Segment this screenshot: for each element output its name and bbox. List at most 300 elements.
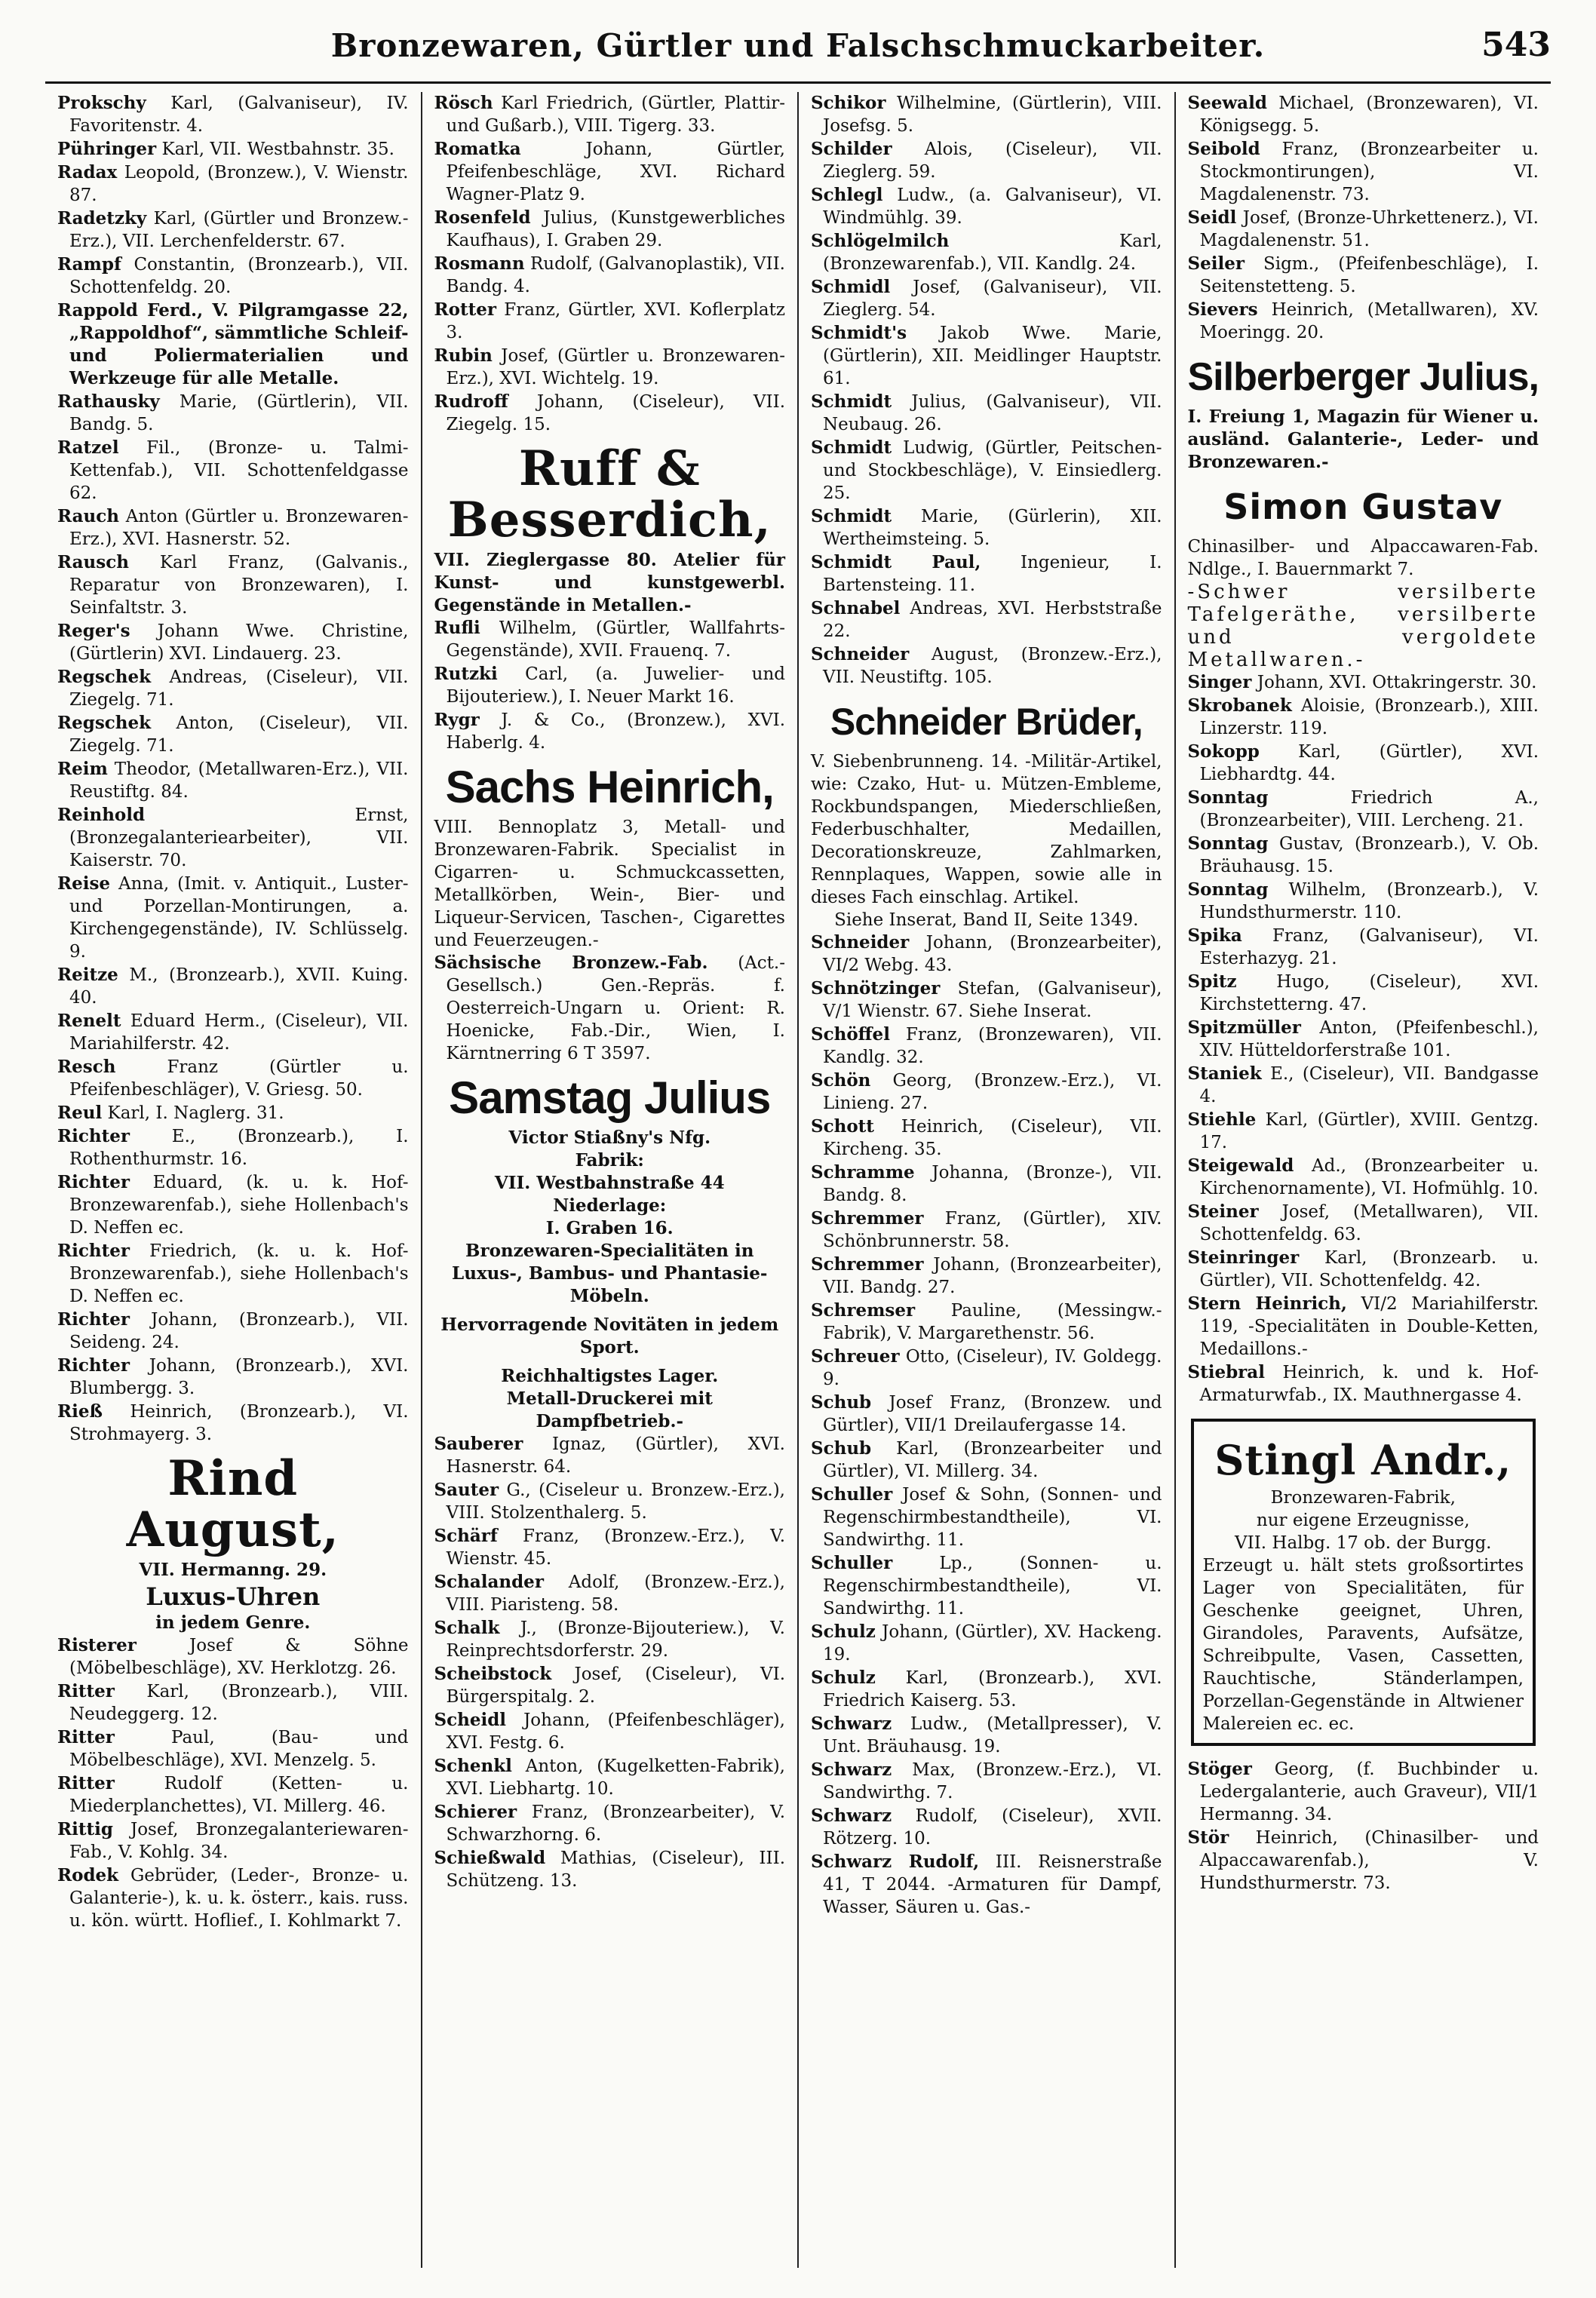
entry-name: Schwarz [811,1760,892,1780]
entry-name: Sonntag [1187,787,1269,808]
directory-entry [1188,1247,1539,1292]
ad-line: Niederlage: [553,1195,667,1216]
directory-entry [57,804,409,872]
entry-name: Schulz [811,1668,876,1688]
entry-details: Theodor, (Metallwaren-Erz.), VII. Reustiftg. 84. [69,759,409,802]
entry-name: Rathausky [57,391,160,412]
entry-name: Regschek [57,667,152,687]
ad-stingl [1191,1419,1536,1746]
entry-details: Heinrich, (Chinasilber- und Alpaccawarenfab.), V. Hundsthurmerstr. 73. [1199,1828,1539,1893]
entry-name: Sächsische Bronzew.-Fab. [434,953,708,973]
entry-details: Karl, (Gürtler und Bronzew.-Erz.), VII. Lerchenfelderstr. 67. [69,209,409,251]
entry-name: Reul [57,1103,103,1123]
directory-entry [434,1617,786,1662]
directory-entry [1188,253,1539,298]
entry-name: Rufli [434,618,480,638]
directory-entry [434,617,786,662]
entry-name: Schikor [811,93,886,113]
entry-details: Josef, (Ciseleur), VI. Bürgerspitalg. 2. [446,1664,786,1707]
entry-name: Rittig [57,1819,113,1839]
entry-details: Anton (Gürtler u. Bronzewaren-Erz.), XVI. Hasnerstr. 52. [69,507,409,549]
directory-entry [57,391,409,436]
directory-entry [811,1161,1162,1207]
entry-details: Wilhelmine, (Gürtlerin), VIII. Josefsg. 5. [823,94,1162,136]
entry-name: Renelt [57,1011,121,1031]
entry-details: Heinrich, (Bronzearb.), VI. Strohmayerg. 3. [69,1402,409,1444]
directory-entry [811,551,1162,597]
entry-name: Steinringer [1187,1247,1300,1268]
ad-name: Simon Gustav [1223,486,1503,527]
entry-name: Schenkl [434,1756,512,1776]
ad-line: -Schwer versilberte Tafelgeräthe, versilberte und vergoldete Metallwaren.- [1187,581,1539,671]
entry-details: Johann Wwe. Christine, (Gürtlerin) XVI. Lindauerg. 23. [69,621,409,664]
directory-entry [57,207,409,253]
directory-entry [811,1851,1162,1919]
directory-entry [1188,741,1539,786]
entry-details: Johann, (Bronzearb.), XVI. Blumbergg. 3. [69,1356,409,1398]
entry-name: Scheibstock [434,1664,552,1684]
entry-details: Karl, (Bronzewarenfab.), VII. Kandlg. 24. [823,232,1162,274]
entry-name: Ritter [57,1773,115,1793]
entry-details: Johann, (Bronzearb.), VII. Seideng. 24. [69,1310,409,1352]
entry-details: Paul, (Bau- und Möbelbeschläge), XVI. Menzelg. 5. [69,1728,409,1770]
entry-details: Johanna, (Bronze-), VII. Bandg. 8. [823,1163,1162,1205]
directory-entry [434,299,786,344]
directory-entry [57,253,409,299]
entry-details: Franz, (Gürtler), XIV. Schönbrunnerstr. 58. [823,1209,1162,1251]
entry-name: Steiner [1187,1201,1259,1222]
entry-name: Rygr [434,710,480,730]
directory-entry [1188,1361,1539,1407]
ad-line: Siehe Inserat, Band II, Seite 1349. [834,910,1139,930]
directory-entry [811,1713,1162,1758]
directory-entry [434,1525,786,1570]
entry-details: J. & Co., (Bronzew.), XVI. Haberlg. 4. [446,710,786,753]
ad-line: nur eigene Erzeugnisse, [1256,1511,1470,1530]
entry-details: Franz, (Bronzearbeiter u. Stockmontirungen), VI. Magdalenenstr. 73. [1199,140,1539,204]
directory-entry [811,1667,1162,1712]
column-2 [422,92,800,2268]
entry-name: Schnötzinger [811,978,941,999]
entry-name: Sauter [434,1480,499,1500]
ad-name: Stingl Andr., [1214,1436,1512,1484]
entry-details: Franz, Gürtler, XVI. Koflerplatz 3. [446,300,785,342]
directory-entry [1188,879,1539,924]
directory-entry [57,1680,409,1726]
entry-details: Josef, (Metallwaren), VII. Schottenfeldg. 63. [1199,1202,1539,1244]
entry-name: Risterer [57,1635,137,1655]
directory-entry [1188,1155,1539,1200]
entry-details: Ignaz, (Gürtler), XVI. Hasnerstr. 64. [446,1434,785,1477]
directory-entry [57,758,409,803]
entry-details: Jakob Wwe. Marie, (Gürtlerin), XII. Meidlinger Hauptstr. 61. [823,324,1162,388]
entry-details: Eduard, (k. u. k. Hof-Bronzewarenfab.), siehe Hollenbach's D. Neffen ec. [69,1173,409,1238]
entry-details: Fil., (Bronze- u. Talmi-Kettenfab.), VII. Schottenfeldgasse 62. [69,438,409,503]
entry-name: Schuller [811,1553,893,1573]
ad-line: Chinasilber- und Alpaccawaren-Fab. Ndlge., I. Bauernmarkt 7. [1187,537,1539,579]
entry-details: Karl Franz, (Galvanis., Reparatur von Bronzewaren), I. Seinfaltstr. 3. [69,553,409,618]
directory-entry [57,551,409,619]
entry-name: Schön [811,1070,871,1091]
entry-name: Sokopp [1187,741,1260,762]
entry-details: Franz, (Galvaniseur), VI. Esterhazyg. 21. [1199,926,1539,968]
directory-entry [1188,787,1539,832]
entry-details: Julius, (Kunstgewerbliches Kaufhaus), I. Graben 29. [446,208,785,250]
entry-details: Karl, (Bronzearbeiter und Gürtler), VI. Millerg. 34. [823,1439,1162,1481]
directory-entry [57,1634,409,1680]
directory-entry [1188,207,1539,252]
entry-details: Anna, (Imit. v. Antiquit., Luster- und Porzellan-Montirungen, a. Kirchengegenstände), IV. Schlüsselg. 9. [69,874,409,962]
directory-entry [434,391,786,436]
entry-name: Steigewald [1187,1155,1294,1176]
entry-details: Karl, (Bronzearb.), VIII. Neudeggerg. 12. [69,1682,409,1724]
entry-details: Franz (Gürtler u. Pfeifenbeschläger), V. Griesg. 50. [69,1057,409,1100]
entry-details: Ernst, (Bronzegalanteriearbeiter), VII. Kaiserstr. 70. [69,805,409,870]
directory-entry [57,92,409,137]
entry-name: Schilder [811,139,892,159]
directory-entry [434,1755,786,1800]
entry-name: Schneider [811,644,910,664]
directory-entry [1188,1293,1539,1361]
directory-entry [811,276,1162,321]
directory-entry [811,1437,1162,1483]
entry-name: Schalander [434,1572,544,1592]
entry-name: Richter [57,1309,130,1330]
directory-entry [57,505,409,551]
ad-line: VII. Zieglergasse 80. Atelier für Kunst- und kunstgewerbl. Gegenstände in Metallen.- [434,550,785,615]
page-header [45,21,1551,84]
directory-entry [434,1663,786,1708]
entry-name: Schwarz Rudolf, [811,1852,980,1872]
entry-name: Sonntag [1187,879,1269,900]
directory-entry [811,505,1162,551]
entry-name: Rieß [57,1401,103,1422]
entry-details: (Act.-Gesellsch.) Gen.-Repräs. f. Oesterreich-Ungarn u. Orient: R. Hoenicke, Fab.-Dir., Wien, I. Kärntnerring 6 T 3597. [446,953,785,1063]
entry-details: E., (Ciseleur), VII. Bandgasse 4. [1199,1064,1539,1106]
ad-line: VII. Westbahnstraße 44 [494,1173,725,1193]
entry-name: Pühringer [57,139,157,159]
entry-details: VI/2 Mariahilferstr. 119, -Specialitäten in Double-Ketten, Medaillons.- [1199,1294,1539,1359]
entry-name: Schneider [811,932,910,953]
entry-details: Ludw., (a. Galvaniseur), VI. Windmühlg. 39. [823,186,1162,228]
entry-name: Rotter [434,299,496,320]
entry-name: Seewald [1187,93,1267,113]
ad-line: Reichhaltigstes Lager. [501,1366,719,1386]
entry-name: Skrobanek [1187,695,1292,716]
entry-name: Rosenfeld [434,207,531,228]
entry-name: Romatka [434,139,521,159]
entry-name: Sievers [1187,299,1258,320]
entry-details: Wilhelm, (Bronzearb.), V. Hundsthurmerstr. 110. [1199,880,1539,922]
entry-details: Constantin, (Bronzearb.), VII. Schottenfeldg. 20. [69,255,409,297]
ad-line: Fabrik: [575,1150,644,1170]
column-1 [45,92,422,2268]
entry-details: Karl Friedrich, (Gürtler, Plattir- und Gußarb.), VIII. Tigerg. 33. [446,94,785,136]
entry-name: Schmidt [811,391,892,412]
entry-details: Otto, (Ciseleur), IV. Goldegg. 9. [823,1347,1162,1389]
entry-details: Karl, (Galvaniseur), IV. Favoritenstr. 4. [69,94,409,136]
directory-entry [434,1479,786,1524]
entry-details: Ingenieur, I. Bartensteing. 11. [823,553,1162,595]
directory-entry [57,666,409,711]
entry-name: Rampf [57,254,121,275]
directory-entry [57,1726,409,1772]
column-4 [1176,92,1551,2268]
entry-details: G., (Ciseleur u. Bronzew.-Erz.), VIII. Stolzenthalerg. 5. [446,1480,785,1523]
ad-line: VII. Hermanng. 29. [139,1560,327,1580]
page-title: Bronzewaren, Gürtler und Falschschmuckarbeiter. [330,27,1266,64]
entry-name: Schmidt [811,506,892,526]
directory-entry [1188,833,1539,878]
entry-name: Sonntag [1187,833,1269,854]
directory-entry [811,1483,1162,1551]
entry-name: Schremser [811,1300,916,1321]
entry-details: Karl, VII. Westbahnstr. 35. [161,140,394,159]
entry-name: Stöger [1187,1759,1252,1779]
directory-entry [1188,1017,1539,1062]
entry-details: Mathias, (Ciseleur), III. Schützeng. 13. [446,1849,786,1891]
entry-details: Rudolf, (Ciseleur), XVII. Rötzerg. 10. [823,1806,1162,1849]
column-3 [799,92,1176,2268]
entry-name: Scheidl [434,1710,507,1730]
entry-name: Spitz [1187,971,1237,992]
entry-details: Josef, (Galvaniseur), VII. Zieglerg. 54. [823,278,1162,320]
directory-entry [811,1805,1162,1850]
entry-details: Julius, (Galvaniseur), VII. Neubaug. 26. [823,392,1162,434]
entry-name: Reim [57,759,108,779]
directory-entry [811,931,1162,977]
entry-name: Rappold Ferd., V. Pilgramgasse 22, „Rappoldhof“, sämmtliche Schleif- und Poliermaterialien und Werkzeuge für alle Metalle. [57,300,409,388]
directory-entry [57,1309,409,1354]
entry-details: Andreas, XVI. Herbststraße 22. [823,599,1162,641]
entry-details: Wilhelm, (Gürtler, Wallfahrts-Gegenstände), XVII. Frauenq. 7. [446,618,786,661]
directory-entry [811,1069,1162,1115]
entry-details: Aloisie, (Bronzearb.), XIII. Linzerstr. 119. [1199,696,1539,738]
entry-details: Heinrich, k. und k. Hof-Armaturwfab., IX. Mauthnergasse 4. [1199,1363,1539,1405]
entry-details: Karl, (Bronzearb. u. Gürtler), VII. Schottenfeldg. 42. [1199,1248,1539,1290]
entry-name: Seiler [1187,253,1245,274]
entry-name: Schwarz [811,1714,892,1734]
columns [45,92,1551,2268]
entry-name: Reitze [57,965,118,985]
entry-name: Schremmer [811,1208,924,1229]
directory-entry [434,1709,786,1754]
directory-entry [434,92,786,137]
entry-name: Ritter [57,1727,115,1747]
entry-details: Heinrich, (Metallwaren), XV. Moeringg. 20. [1199,300,1539,342]
directory-entry [57,1240,409,1308]
entry-details: Friedrich A., (Bronzearbeiter), VIII. Lercheng. 21. [1199,788,1539,830]
entry-name: Schöffel [811,1024,890,1045]
directory-entry [1188,925,1539,970]
entry-name: Ratzel [57,437,119,458]
directory-entry [434,253,786,298]
directory-entry [1188,1109,1539,1154]
ad-line: Bronzewaren-Specialitäten in Luxus-, Bambus- und Phantasie-Möbeln. [452,1241,768,1306]
directory-entry [57,1102,409,1124]
entry-name: Seibold [1187,139,1260,159]
entry-details: Johann, XVI. Ottakringerstr. 30. [1257,673,1537,692]
directory-entry [57,1125,409,1170]
ad-line: in jedem Genre. [155,1612,311,1633]
entry-name: Schulz [811,1621,876,1642]
entry-name: Schierer [434,1802,517,1822]
entry-name: Rauch [57,506,119,526]
entry-name: Rutzki [434,664,498,684]
page-number: 543 [1481,26,1551,64]
directory-entry [811,1207,1162,1253]
directory-entry [811,184,1162,229]
entry-details: Andreas, (Ciseleur), VII. Ziegelg. 71. [69,667,409,710]
directory-entry [811,322,1162,390]
ad-line: Victor Stiaßny's Nfg. [508,1128,711,1148]
entry-details: Max, (Bronzew.-Erz.), VI. Sandwirthg. 7. [823,1760,1162,1803]
entry-name: Rosmann [434,253,525,274]
entry-name: Rösch [434,93,493,113]
entry-name: Reinhold [57,805,146,825]
directory-entry [57,873,409,963]
entry-details: Marie, (Gürtlerin), VII. Bandg. 5. [69,392,409,434]
ad-name: Silberberger Julius, [1187,355,1539,399]
entry-name: Spika [1187,925,1242,946]
directory-entry [1188,1063,1539,1108]
entry-details: Karl, (Gürtler), XVI. Liebhardtg. 44. [1199,742,1539,784]
directory-entry [1188,971,1539,1016]
entry-details: Hugo, (Ciseleur), XVI. Kirchstetterng. 47. [1199,972,1539,1014]
directory-entry [434,345,786,390]
directory-entry [57,1818,409,1864]
entry-name: Schnabel [811,598,901,618]
entry-name: Schub [811,1438,872,1459]
entry-name: Regschek [57,713,152,733]
directory-entry [811,1391,1162,1437]
entry-name: Schmidt's [811,323,907,343]
entry-name: Schlögelmilch [811,231,950,251]
entry-details: J., (Bronze-Bijouteriew.), V. Reinprechtsdorferstr. 29. [446,1618,785,1661]
entry-name: Rodek [57,1865,119,1885]
entry-details: Gustav, (Bronzearb.), V. Ob. Bräuhausg. 15. [1199,834,1539,876]
directory-entry [57,1772,409,1818]
entry-name: Schlegl [811,185,883,205]
entry-name: Resch [57,1057,116,1077]
entry-name: Richter [57,1355,130,1376]
directory-entry [57,964,409,1009]
entry-details: Pauline, (Messingw.-Fabrik), V. Margarethenstr. 56. [823,1301,1162,1343]
entry-name: Reger's [57,621,130,641]
entry-details: Franz, (Bronzewaren), VII. Kandlg. 32. [823,1025,1162,1067]
entry-details: Johann, (Bronzearbeiter), VII. Bandg. 27. [823,1255,1162,1297]
directory-entry [811,1759,1162,1804]
entry-name: Richter [57,1172,130,1192]
ad-rind [57,1450,409,1634]
entry-details: Anton, (Kugelketten-Fabrik), XVI. Liebhartg. 10. [446,1756,785,1799]
directory-entry [811,597,1162,643]
entry-details: Marie, (Gürlerin), XII. Wertheimsteing. 5. [823,507,1162,549]
entry-details: Franz, (Bronzew.-Erz.), V. Wienstr. 45. [446,1526,786,1569]
entry-details: August, (Bronzew.-Erz.), VII. Neustiftg. 105. [823,645,1162,687]
directory-entry [811,1115,1162,1161]
entry-details: Johann, (Bronzearbeiter), VI/2 Webg. 43. [823,933,1162,975]
directory-entry [57,1864,409,1932]
ad-line: Metall-Druckerei mit Dampfbetrieb.- [506,1388,713,1431]
ad-name: Samstag Julius [449,1072,771,1123]
directory-entry [57,1401,409,1446]
entry-details: Johann, (Pfeifenbeschläger), XVI. Festg. 6. [446,1710,785,1753]
entry-details: Josef Franz, (Bronzew. und Gürtler), VII/1 Dreilaufergasse 14. [823,1393,1162,1435]
directory-entry [811,1023,1162,1069]
entry-details: Adolf, (Bronzew.-Erz.), VIII. Piaristeng. 58. [446,1572,785,1615]
directory-entry [811,1253,1162,1299]
entry-name: Schuller [811,1484,893,1505]
entry-details: Josef & Söhne (Möbelbeschläge), XV. Herklotzg. 26. [69,1636,409,1678]
entry-details: Josef & Sohn, (Sonnen- und Regenschirmbestandtheile), VI. Sandwirthg. 11. [823,1485,1162,1550]
entry-name: Stör [1187,1827,1229,1848]
ad-line: Erzeugt u. hält stets großsortirtes Lager von Specialitäten, für Geschenke geeignet, Uhren, Girandoles, Paravents, Aufsätze, Schreibpulte, Vasen, Cassetten, Rauchtische, Ständerlampen, Porzellan-Gegenstände in Altwiener Malereien ec. ec. [1202,1556,1524,1734]
entry-details: Friedrich, (k. u. k. Hof-Bronzewarenfab.), siehe Hollenbach's D. Neffen ec. [69,1241,409,1306]
entry-details: Ludw., (Metallpresser), V. Unt. Bräuhausg. 19. [823,1714,1162,1756]
directory-entry [434,1433,786,1478]
entry-details: Sigm., (Pfeifenbeschläge), I. Seitenstetteng. 5. [1199,254,1539,296]
entry-name: Schreuer [811,1346,900,1367]
directory-entry [434,1571,786,1616]
entry-name: Schärf [434,1526,498,1546]
directory-entry [57,1056,409,1101]
directory-entry [57,138,409,161]
entry-details: Anton, (Ciseleur), VII. Ziegelg. 71. [69,713,409,756]
directory-entry [434,952,786,1065]
ad-name: Schneider Brüder, [830,701,1143,743]
entry-name: Seidl [1187,207,1237,228]
entry-details: E., (Bronzearb.), I. Rothenthurmstr. 16. [69,1127,409,1169]
directory-entry [811,977,1162,1023]
entry-name: Rubin [434,345,493,366]
entry-name: Schmidt Paul, [811,552,981,572]
directory-entry [434,663,786,708]
entry-name: Ritter [57,1681,115,1701]
directory-entry [811,1621,1162,1666]
directory-entry [811,138,1162,183]
entry-name: Rausch [57,552,129,572]
entry-name: Stiehle [1187,1109,1257,1130]
ad-silberberger [1188,351,1539,474]
directory-entry [1188,138,1539,206]
directory-entry [811,1299,1162,1345]
ad-name: Sachs Heinrich, [445,762,774,812]
ad-name: Rind August, [126,1450,339,1558]
directory-entry [811,391,1162,436]
ad-line: I. Freiung 1, Magazin für Wiener u. ausländ. Galanterie-, Leder- und Bronzewaren.- [1187,407,1539,472]
directory-entry [811,643,1162,689]
ad-line: VIII. Bennoplatz 3, Metall- und Bronzewaren-Fabrik. Specialist in Cigarren- u. Schmuckcassetten, Metallkörben, Wein-, Bier- und Liqueur-Servicen, Taschen-, Cigarettes und Feuerzeugen.- [434,818,785,950]
directory-entry [1188,299,1539,344]
entry-name: Schmidl [811,277,891,297]
directory-entry [57,299,409,390]
directory-entry [1188,1201,1539,1246]
directory-entry [811,1345,1162,1391]
directory-entry [57,1171,409,1239]
entry-details: Karl, (Gürtler), XVIII. Gentzg. 17. [1199,1110,1539,1152]
entry-name: Schwarz [811,1806,892,1826]
entry-name: Staniek [1187,1063,1262,1084]
entry-details: Josef, (Gürtler u. Bronzewaren-Erz.), XVI. Wichtelg. 19. [446,346,786,388]
entry-name: Radetzky [57,208,147,229]
entry-details: Karl, I. Naglerg. 31. [107,1103,284,1123]
entry-details: Gebrüder, (Leder-, Bronze- u. Galanterie-), k. u. k. österr., kais. russ. u. kön. württ. Hoflief., I. Kohlmarkt 7. [69,1866,409,1931]
ad-sachs [434,762,786,952]
entry-details: Heinrich, (Ciseleur), VII. Kircheng. 35. [823,1117,1162,1159]
entry-details: Franz, (Bronzearbeiter), V. Schwarzhorng. 6. [446,1803,786,1845]
entry-details: Lp., (Sonnen- u. Regenschirmbestandtheile), VI. Sandwirthg. 11. [823,1554,1162,1618]
